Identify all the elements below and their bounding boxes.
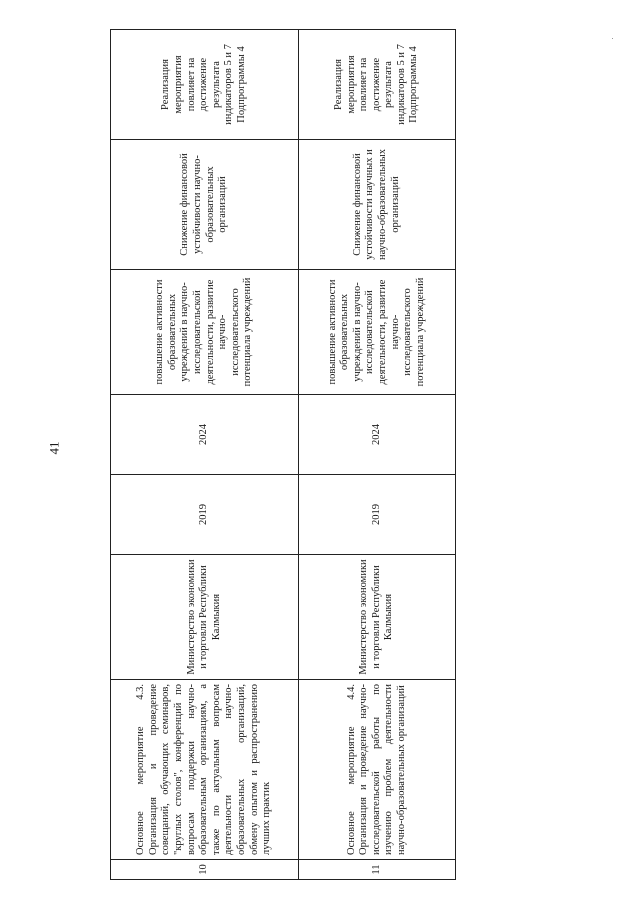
table-row	[111, 30, 299, 880]
rotated-table-container	[110, 30, 455, 880]
event-description: Основное мероприятие 4.4. Организация и проведение научно-исследовательской работы по изучению проблем деятельности научно-образовательных организаций	[299, 680, 456, 860]
start-year: 2019	[299, 475, 456, 555]
event-description: Основное мероприятие 4.3. Организация и проведение совещаний, обучающих семинаров, "круглых столов", конференций по вопросам поддержки научно-образовательным организациям, а также по актуальным вопросам деятельности научно-образовательных организаций, обмену опытом и распространению лучших практик	[111, 680, 299, 860]
program-events-table	[110, 29, 456, 880]
executor: Министерство экономики и торговли Республики Калмыкия	[299, 555, 456, 680]
indicator-link: Реализация мероприятия повлияет на достижение результата индикаторов 5 и 7 Подпрограммы 4	[299, 30, 456, 140]
start-year: 2019	[111, 475, 299, 555]
executor: Министерство экономики и торговли Республики Калмыкия	[111, 555, 299, 680]
end-year: 2024	[111, 395, 299, 475]
risk-consequence: Снижение финансовой устойчивости научных и научно-образовательных организаций	[299, 140, 456, 270]
row-number: 10	[111, 860, 299, 880]
table-row	[299, 30, 456, 880]
row-number: 11	[299, 860, 456, 880]
expected-result: повышение активности образовательных учреждений в научно-исследовательской деятельности, развитие научно-исследовательского потенциала учреждений	[299, 270, 456, 395]
indicator-link: Реализация мероприятия повлияет на достижение результата индикаторов 5 и 7 Подпрограммы 4	[111, 30, 299, 140]
scan-speck	[612, 38, 613, 39]
risk-consequence: Снижение финансовой устойчивости научно-образовательных организаций	[111, 140, 299, 270]
expected-result: повышение активности образовательных учреждений в научно-исследовательской деятельности, развитие научно-исследовательского потенциала учреждений	[111, 270, 299, 395]
page-number: 41	[46, 441, 62, 455]
end-year: 2024	[299, 395, 456, 475]
